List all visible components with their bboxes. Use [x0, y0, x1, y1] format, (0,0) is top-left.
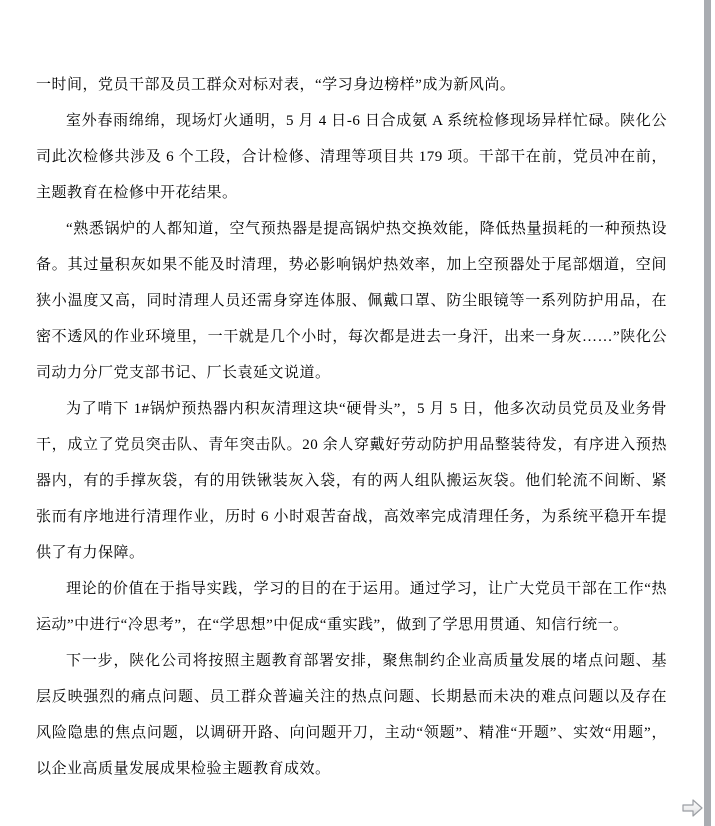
- paragraph: “熟悉锅炉的人都知道，空气预热器是提高锅炉热交换效能，降低热量损耗的一种预热设备。其过量积灰如果不能及时清理，势必影响锅炉热效率，加上空预器处于尾部烟道，空间狭小温度又高，同时清理人员还需身穿连体服、佩戴口罩、防尘眼镜等一系列防护用品，在密不透风的作业环境里，一干就是几个小时，每次都是进去一身汗，出来一身灰……”陕化公司动力分厂党支部书记、厂长袁延文说道。: [36, 221, 667, 381]
- paragraph: 理论的价值在于指导实践，学习的目的在于运用。通过学习，让广大党员干部在工作“热运动”中进行“冷思考”，在“学思想”中促成“重实践”，做到了学思用贯通、知信行统一。: [36, 581, 667, 633]
- scrollbar-track[interactable]: [704, 0, 711, 826]
- paragraph: 一时间，党员干部及员工群众对标对表，“学习身边榜样”成为新风尚。: [36, 77, 516, 93]
- document-body: [36, 67, 667, 787]
- paragraph: 为了啃下 1#锅炉预热器内积灰清理这块“硬骨头”，5 月 5 日，他多次动员党员及业务骨干，成立了党员突击队、青年突击队。20 余人穿戴好劳动防护用品整装待发，有序进入预热器内，有的手撑灰袋，有的用铁锹装灰入袋，有的两人组队搬运灰袋。他们轮流不间断、紧张而有序地进行清理作业，历时 6 小时艰苦奋战，高效率完成清理任务，为系统平稳开车提供了有力保障。: [36, 401, 667, 561]
- next-page-arrow-icon[interactable]: [682, 796, 704, 820]
- paragraph: 下一步，陕化公司将按照主题教育部署安排，聚焦制约企业高质量发展的堵点问题、基层反映强烈的痛点问题、员工群众普遍关注的热点问题、长期悬而未决的难点问题以及存在风险隐患的焦点问题，以调研开路、向问题开刀，主动“领题”、精准“开题”、实效“用题”，以企业高质量发展成果检验主题教育成效。: [36, 653, 667, 777]
- paragraph: 室外春雨绵绵，现场灯火通明，5 月 4 日-6 日合成氨 A 系统检修现场异样忙碌。陕化公司此次检修共涉及 6 个工段，合计检修、清理等项目共 179 项。干部干在前，党员冲在前，主题教育在检修中开花结果。: [36, 113, 667, 201]
